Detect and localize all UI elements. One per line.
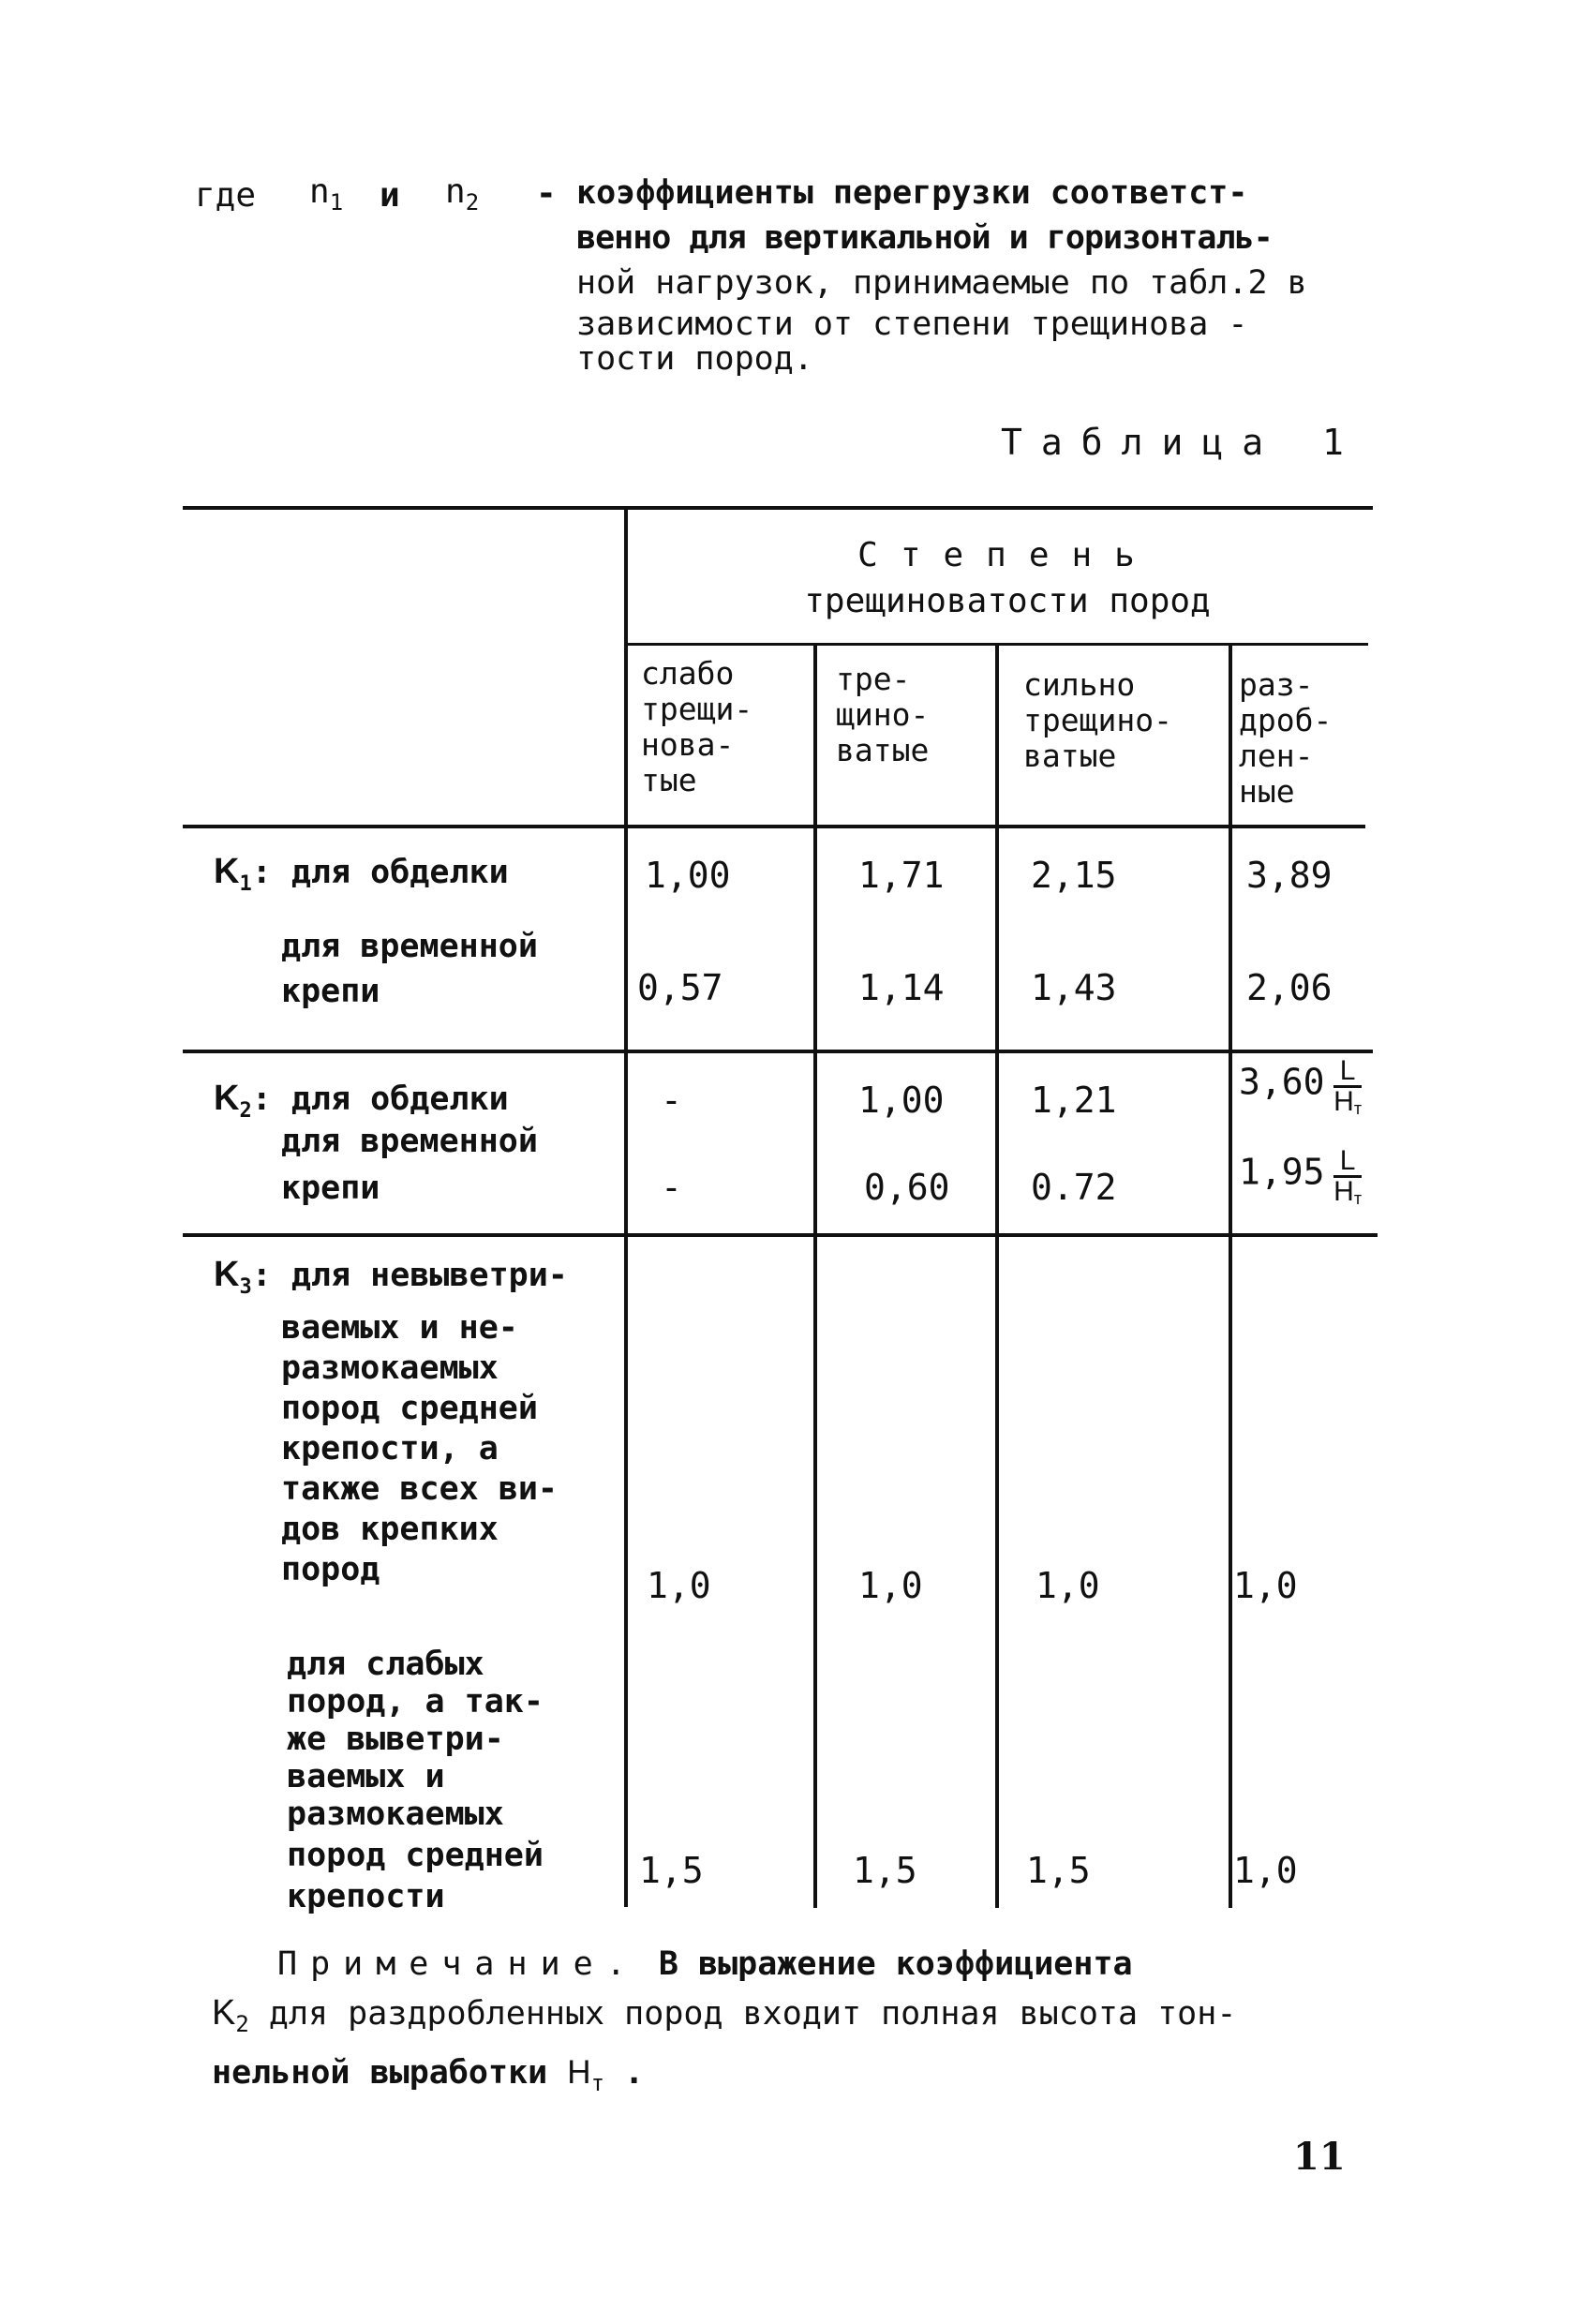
k1-temp-fissured: 1,14 xyxy=(858,967,945,1008)
symbol-n1: $n_1$ xyxy=(309,172,344,216)
k1-bottom-rule xyxy=(183,1050,1373,1053)
k1-temp-strong: 1,43 xyxy=(1031,967,1117,1008)
k1-temp-weak: 0,57 xyxy=(637,967,723,1008)
intro-and: и xyxy=(380,176,400,215)
note-paragraph: Примечание. В выражение коэффициента $K_2$ для раздробленных пород входит полная высота тон- нельной выработки $H_т$ . xyxy=(212,1945,1237,2096)
intro-paragraph xyxy=(576,171,1410,378)
k2-temp-weak: - xyxy=(661,1167,682,1208)
col-divider-1 xyxy=(813,643,817,1908)
intro-line: коэффициенты перегрузки соответст- xyxy=(576,174,1248,212)
col-divider-2 xyxy=(995,643,999,1908)
intro-where: где xyxy=(195,176,257,215)
k2-obdelka-fissured: 1,00 xyxy=(858,1080,945,1121)
k1-label: $K_1$: для обделки xyxy=(214,852,509,896)
k1-obdelka-crushed: 3,89 xyxy=(1246,855,1333,896)
k2-obdelka-strong: 1,21 xyxy=(1031,1080,1117,1121)
intro-line: ной нагрузок, принимаемые по табл.2 в xyxy=(576,264,1307,302)
k1-obdelka-weak: 1,00 xyxy=(645,855,731,896)
k3-b-strong: 1,5 xyxy=(1026,1850,1091,1891)
k2-obdelka-crushed: 3,60 $\frac{L}{H_т}$ xyxy=(1239,1057,1362,1123)
k3-b-fissured: 1,5 xyxy=(853,1850,917,1891)
col-header-weak: слабо трещи- нова- тые xyxy=(641,655,753,798)
col-header-crushed: раз- дроб- лен- ные xyxy=(1239,666,1333,810)
intro-dash: - xyxy=(536,174,557,213)
k2-temp-label: для временной крепи xyxy=(281,1123,538,1207)
table-caption: Таблица 1 xyxy=(1001,422,1363,463)
col-divider-label xyxy=(624,506,628,1907)
intro-line: венно для вертикальной и горизонталь- xyxy=(576,219,1273,257)
col-header-strong: сильно трещино- ватые xyxy=(1023,666,1172,774)
k3-b-weak: 1,5 xyxy=(639,1850,704,1891)
k2-temp-crushed: 1,95 $\frac{L}{H_т}$ xyxy=(1239,1147,1362,1213)
k3-b-crushed: 1,0 xyxy=(1233,1850,1298,1891)
k1-obdelka-strong: 2,15 xyxy=(1031,855,1117,896)
k3-label-a: $K_3$: для невыветри- ваемых и не- размокаемых пород средней крепости, а также всех ви- дов крепких пород xyxy=(214,1255,568,1588)
intro-line: зависимости от степени трещинова - xyxy=(576,305,1248,343)
k3-label-b: для слабых пород, а так- же выветри- ваемых и размокаемых пород средней крепости xyxy=(287,1646,544,1915)
k2-bottom-rule xyxy=(183,1233,1378,1237)
k3-a-crushed: 1,0 xyxy=(1233,1565,1298,1606)
fraction-l-over-ht: $\frac{L}{H_т}$ xyxy=(1333,1145,1363,1208)
note-prefix: Примечание. xyxy=(277,1945,639,1983)
k1-temp-crushed: 2,06 xyxy=(1246,967,1333,1008)
table-top-rule xyxy=(183,506,1373,510)
k3-a-fissured: 1,0 xyxy=(858,1565,923,1606)
page-number: 11 xyxy=(1293,2135,1346,2179)
k3-a-weak: 1,0 xyxy=(647,1565,711,1606)
k1-temp-label: для временной крепи xyxy=(281,928,538,1010)
group-header: Степень трещиноватости пород xyxy=(804,536,1211,620)
fraction-l-over-ht: $\frac{L}{H_т}$ xyxy=(1333,1055,1363,1118)
col-divider-3 xyxy=(1229,643,1232,1908)
k2-temp-fissured: 0,60 xyxy=(864,1167,950,1208)
k2-temp-strong: 0.72 xyxy=(1031,1167,1117,1208)
col-header-fissured: тре- щино- ватые xyxy=(836,661,930,768)
intro-line: тости пород. xyxy=(576,340,813,378)
symbol-n2: $n_2$ xyxy=(445,172,480,216)
k2-label: $K_2$: для обделки xyxy=(214,1079,509,1123)
k1-obdelka-fissured: 1,71 xyxy=(858,855,945,896)
k3-a-strong: 1,0 xyxy=(1035,1565,1100,1606)
header-bottom-rule xyxy=(183,825,1365,828)
k2-obdelka-weak: - xyxy=(661,1080,682,1121)
